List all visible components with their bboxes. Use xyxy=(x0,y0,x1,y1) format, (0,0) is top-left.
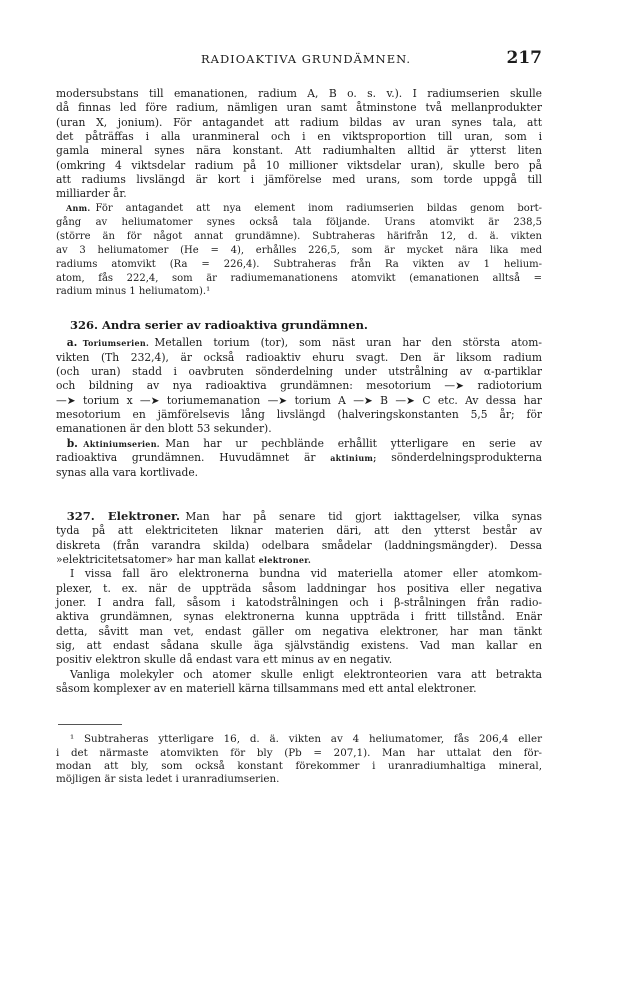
text-line: möjligen är sista ledet i uranradiumserien. xyxy=(56,773,280,786)
note-label: Anm. xyxy=(66,202,91,213)
text-line: aktiva grundämnen, synas elektronerna kunna uppträda i fritt tillstånd. Enär xyxy=(56,610,542,624)
text-line: I vissa fall äro elektronerna bundna vid materiella atomer eller atomkom- xyxy=(70,567,542,581)
text-line: diskreta (från varandra skilda) odelbara smådelar (laddningsmängder). Dessa xyxy=(56,538,542,552)
paragraph-thorium-series xyxy=(56,336,542,436)
text-line: milliarder år. xyxy=(56,187,127,201)
text-line: det påträffas i alla uranmineral och i en viktsproportion till uran, som i xyxy=(56,130,542,144)
page-body xyxy=(56,87,542,787)
paragraph-electrons xyxy=(56,509,542,567)
running-header xyxy=(56,48,546,70)
text-line: vikten (Th 232,4), är också radioaktiv ehuru svagt. Den är liksom radium xyxy=(56,350,542,364)
text-run: radioaktiva grundämnen. Huvudämnet är xyxy=(56,451,316,465)
term-electrons: elektroner. xyxy=(258,554,312,565)
paragraph-molecules xyxy=(56,668,542,697)
item-label-a: a. xyxy=(66,336,78,350)
text-line xyxy=(56,437,542,451)
note-text: För antagandet att nya element inom radiumserien bildas genom bort- xyxy=(95,202,542,214)
text-line: synas alla vara kortlivade. xyxy=(56,465,199,479)
text-line xyxy=(56,509,542,524)
text-line: detta, såvitt man vet, endast gäller om negativa elektroner, har man tänkt xyxy=(56,624,542,638)
text-run: Man har på senare tid gjort iakttagelser, vilka synas xyxy=(185,509,542,523)
text-line: modersubstans till emanationen, radium A, B o. s. v.). I radiumserien skulle xyxy=(56,87,542,100)
text-line: såsom komplexer av en materiell kärna tillsammans med ett antal elektroner. xyxy=(56,681,477,695)
text-line: gång av heliumatomer synes också tala följande. Urans atomvikt är 238,5 xyxy=(56,216,542,228)
text-line: plexer, t. ex. när de uppträda såsom laddningar hos positiva eller negativa xyxy=(56,581,542,595)
paragraph-actinium-series xyxy=(56,437,542,480)
text-line: atom, fås 222,4, som är radiumemanationens atomvikt (emanationen alltså = xyxy=(56,272,542,284)
section-heading-327: 327. Elektroner. xyxy=(66,508,181,523)
text-line: emanationen är den blott 53 sekunder). xyxy=(56,422,272,436)
term-actinium: aktinium; xyxy=(330,453,377,464)
text-line: radiums atomvikt (Ra = 226,4). Subtraheras från Ra vikten av 1 helium- xyxy=(56,258,542,270)
text-line xyxy=(56,202,542,216)
text-line: modan att bly, som också konstant förekommer i uranradiumhaltiga mineral, xyxy=(56,759,542,772)
text-line: ¹ Subtraheras ytterligare 16, d. ä. vikten av 4 heliumatomer, fås 206,4 eller xyxy=(70,733,542,746)
text-run: Man har ur pechblände erhållit ytterligare en serie av xyxy=(165,436,542,450)
text-line: positiv elektron skulle då endast vara ett minus av en negativ. xyxy=(56,653,393,667)
term-thorium-series: Toriumserien. xyxy=(82,338,150,349)
text-line: av 3 heliumatomer (He = 4), erhålles 226,5, som är mycket nära lika med xyxy=(56,244,542,256)
item-label-b: b. xyxy=(66,436,78,450)
text-line: då finnas led före radium, nämligen uran samt åtminstone två mellanprodukter xyxy=(56,101,542,115)
text-run: sönderdelningsprodukterna xyxy=(391,451,542,465)
text-run: Metallen torium (tor), som näst uran har den största atom- xyxy=(154,336,542,350)
page-number: 217 xyxy=(506,48,542,68)
text-line xyxy=(56,553,542,567)
text-line: —➤ torium x —➤ toriumemanation —➤ torium A —➤ B —➤ C etc. Av dessa har xyxy=(56,393,542,407)
text-line: i det närmaste atomvikten för bly (Pb = 207,1). Man har uttalat den för- xyxy=(56,746,542,759)
text-line: joner. I andra fall, såsom i katodstrålningen och i β-strålningen från radio- xyxy=(56,595,542,609)
footnote xyxy=(56,733,542,786)
text-line: sig, att endast sådana skulle äga självständig existens. Vad man kallar en xyxy=(56,638,542,652)
text-line: (omkring 4 viktsdelar radium på 10 millioner viktsdelar uran), skulle bero på xyxy=(56,158,542,172)
term-actinium-series: Aktiniumserien. xyxy=(83,438,160,449)
text-line: tyda på att elektriciteten liknar materien däri, att den ytterst består av xyxy=(56,524,542,538)
running-title: RADIOAKTIVA GRUNDÄMNEN. xyxy=(201,52,412,66)
footnote-rule xyxy=(58,724,122,725)
text-line: radium minus 1 heliumatom).¹ xyxy=(56,286,211,298)
paragraph-radium-series xyxy=(56,87,542,202)
text-line: gamla mineral synes nära konstant. Att radiumhalten alltid är ytterst liten xyxy=(56,144,542,158)
text-line xyxy=(56,336,542,350)
text-line: att radiums livslängd är kort i jämförelse med urans, som torde uppgå till xyxy=(56,173,542,187)
text-line: och bildning av nya radioaktiva grundämnen: mesotorium —➤ radiotorium xyxy=(56,379,542,393)
text-line: (uran X, jonium). För antagandet att radium bildas av uran synes tala, att xyxy=(56,115,542,129)
text-line: mesotorium en jämförelsevis lång livslängd (halveringskonstanten 5,5 år; för xyxy=(56,408,542,422)
section-heading-326: 326. Andra serier av radioaktiva grundämnen. xyxy=(70,318,368,333)
text-line: (och uran) stadd i oavbruten sönderdelning under utstrålning av α-partiklar xyxy=(56,365,542,379)
paragraph-bound-electrons xyxy=(56,567,542,667)
text-run: »elektricitetsatomer» har man kallat xyxy=(56,552,256,566)
note-paragraph xyxy=(56,202,542,300)
text-line: Vanliga molekyler och atomer skulle enligt elektronteorien vara att betrakta xyxy=(70,667,542,681)
text-line: (större än för något annat grundämne). Subtraheras härifrån 12, d. ä. vikten xyxy=(56,230,542,242)
text-line xyxy=(56,451,542,465)
